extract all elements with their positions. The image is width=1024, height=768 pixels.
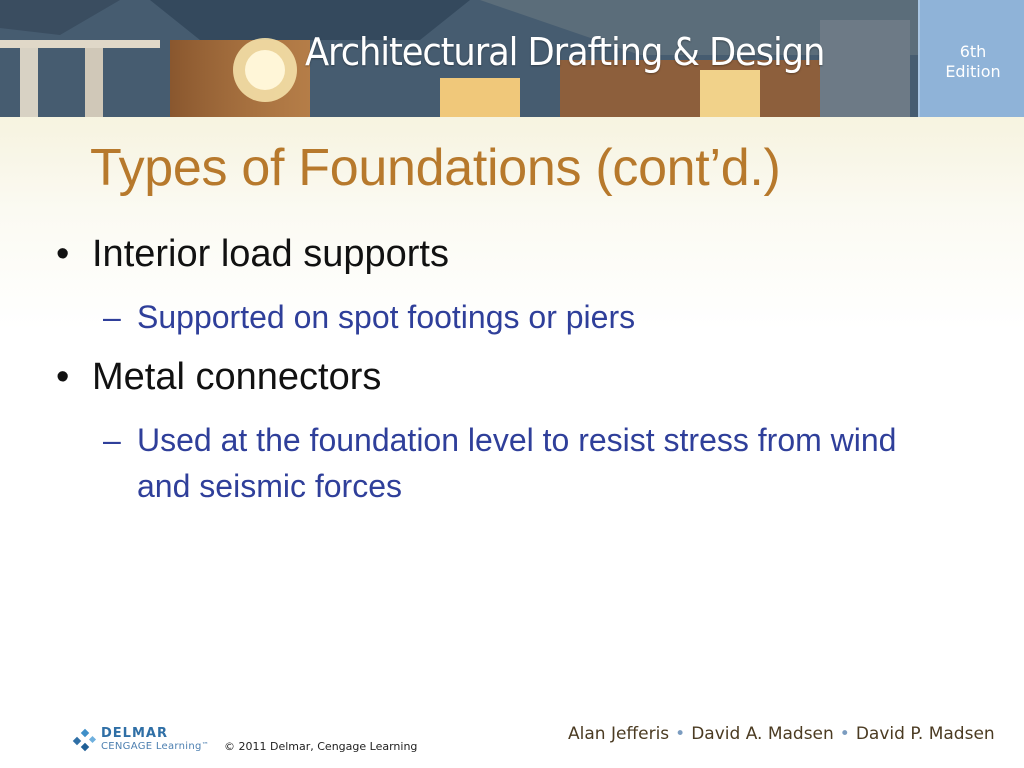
sub-bullet-text: Used at the foundation level to resist stress from wind and seismic forces (137, 422, 897, 504)
edition-label: Edition (945, 62, 1001, 81)
house-photo (0, 0, 918, 117)
author-separator: • (839, 724, 850, 744)
bullet-text: Interior load supports (92, 233, 449, 275)
author-separator: • (675, 724, 686, 744)
book-title: Architectural Drafting & Design (305, 30, 825, 74)
bullet-marker: • (56, 356, 70, 398)
edition-number: 6th (959, 42, 987, 61)
author-name: David P. Madsen (855, 724, 995, 744)
publisher-sub (101, 741, 209, 752)
trademark-symbol: ™ (201, 741, 209, 749)
header-banner (0, 0, 1024, 117)
slide-title: Types of Foundations (cont’d.) (90, 139, 781, 197)
bullet-marker: • (56, 233, 70, 275)
publisher-name: DELMAR (101, 726, 168, 741)
bullet-text: Metal connectors (92, 356, 382, 398)
author-name: Alan Jefferis (568, 724, 670, 744)
bullet-item (56, 233, 449, 276)
author-list (568, 724, 995, 744)
bullet-item (56, 356, 381, 399)
sub-bullet-item (103, 294, 937, 340)
sub-bullet-text: Supported on spot footings or piers (137, 299, 636, 335)
author-name: David A. Madsen (691, 724, 834, 744)
copyright-notice: © 2011 Delmar, Cengage Learning (224, 740, 418, 753)
publisher-sub-text: CENGAGE Learning (101, 741, 202, 752)
edition-badge (918, 0, 1024, 117)
sub-bullet-marker: – (103, 299, 121, 335)
sub-bullet-marker: – (103, 422, 121, 458)
sub-bullet-item (103, 417, 937, 509)
